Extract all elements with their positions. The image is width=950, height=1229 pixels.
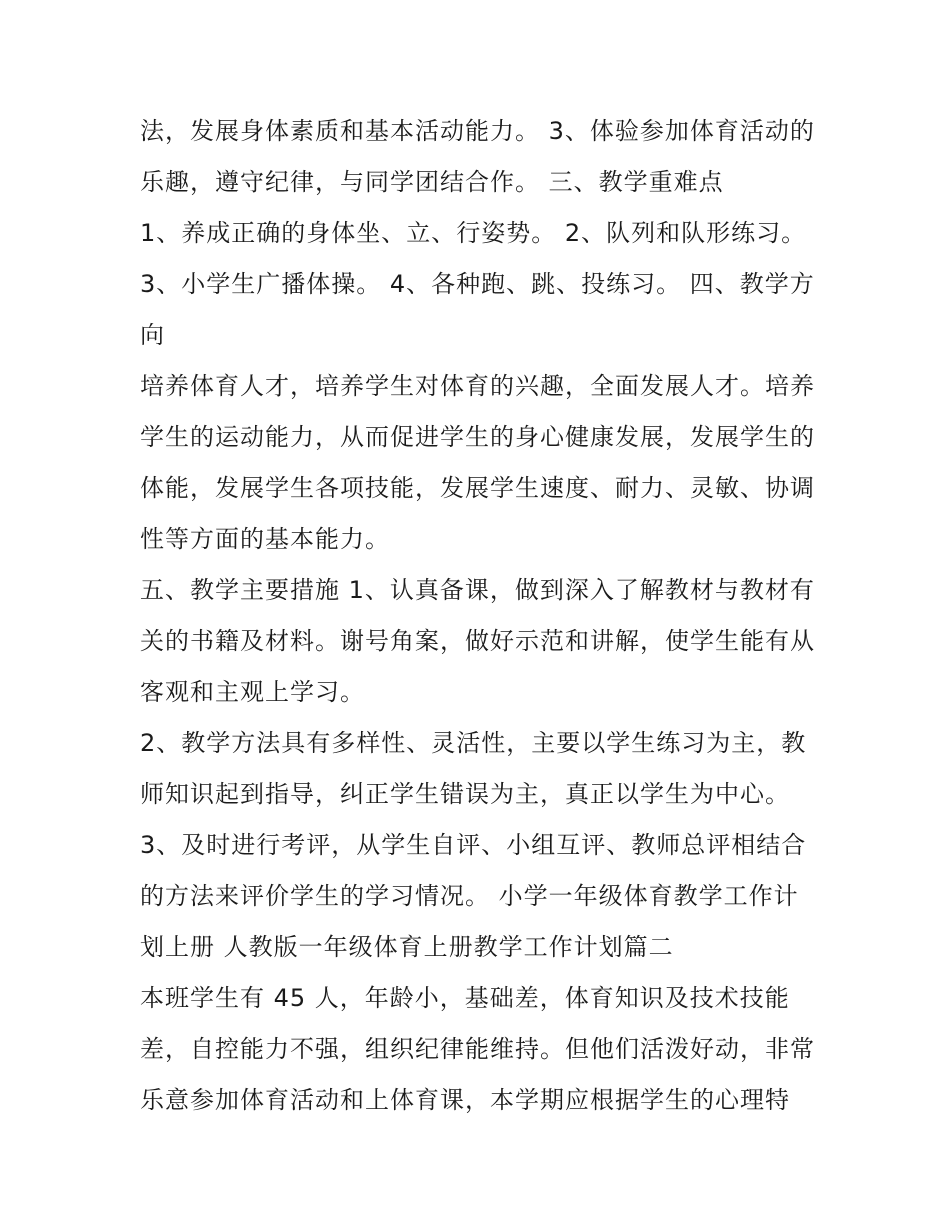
text-line: 3、小学生广播体操。 4、各种跑、跳、投练习。 四、教学方 xyxy=(140,270,815,298)
text-line: 乐趣，遵守纪律，与同学团结合作。 三、教学重难点 xyxy=(140,168,724,196)
text-line: 3、及时进行考评，从学生自评、小组互评、教师总评相结合 xyxy=(140,831,807,859)
text-line: 法，发展身体素质和基本活动能力。 3、体验参加体育活动的 xyxy=(140,117,815,145)
text-line: 五、教学主要措施 1、认真备课，做到深入了解教材与教材有 xyxy=(140,576,815,604)
text-line: 关的书籍及材料。谢号角案，做好示范和讲解，使学生能有从 xyxy=(140,627,815,655)
text-line: 本班学生有 45 人，年龄小，基础差，体育知识及技术技能 xyxy=(140,984,790,1012)
text-line: 乐意参加体育活动和上体育课，本学期应根据学生的心理特 xyxy=(140,1086,790,1114)
text-line: 客观和主观上学习。 xyxy=(140,678,365,706)
text-line: 学生的运动能力，从而促进学生的身心健康发展，发展学生的 xyxy=(140,423,815,451)
text-line: 向 xyxy=(140,321,165,349)
text-line: 划上册 人教版一年级体育上册教学工作计划篇二 xyxy=(140,933,674,961)
text-line: 差，自控能力不强，组织纪律能维持。但他们活泼好动，非常 xyxy=(140,1035,815,1063)
document-body xyxy=(140,108,820,1128)
text-line: 1、养成正确的身体坐、立、行姿势。 2、队列和队形练习。 xyxy=(140,219,807,247)
text-line: 的方法来评价学生的学习情况。 小学一年级体育教学工作计 xyxy=(140,882,799,910)
text-line: 2、教学方法具有多样性、灵活性，主要以学生练习为主，教 xyxy=(140,729,807,757)
text-line: 培养体育人才，培养学生对体育的兴趣，全面发展人才。培养 xyxy=(140,372,815,400)
text-line: 性等方面的基本能力。 xyxy=(140,525,390,553)
text-line: 体能，发展学生各项技能，发展学生速度、耐力、灵敏、协调 xyxy=(140,474,815,502)
text-line: 师知识起到指导，纠正学生错误为主，真正以学生为中心。 xyxy=(140,780,790,808)
